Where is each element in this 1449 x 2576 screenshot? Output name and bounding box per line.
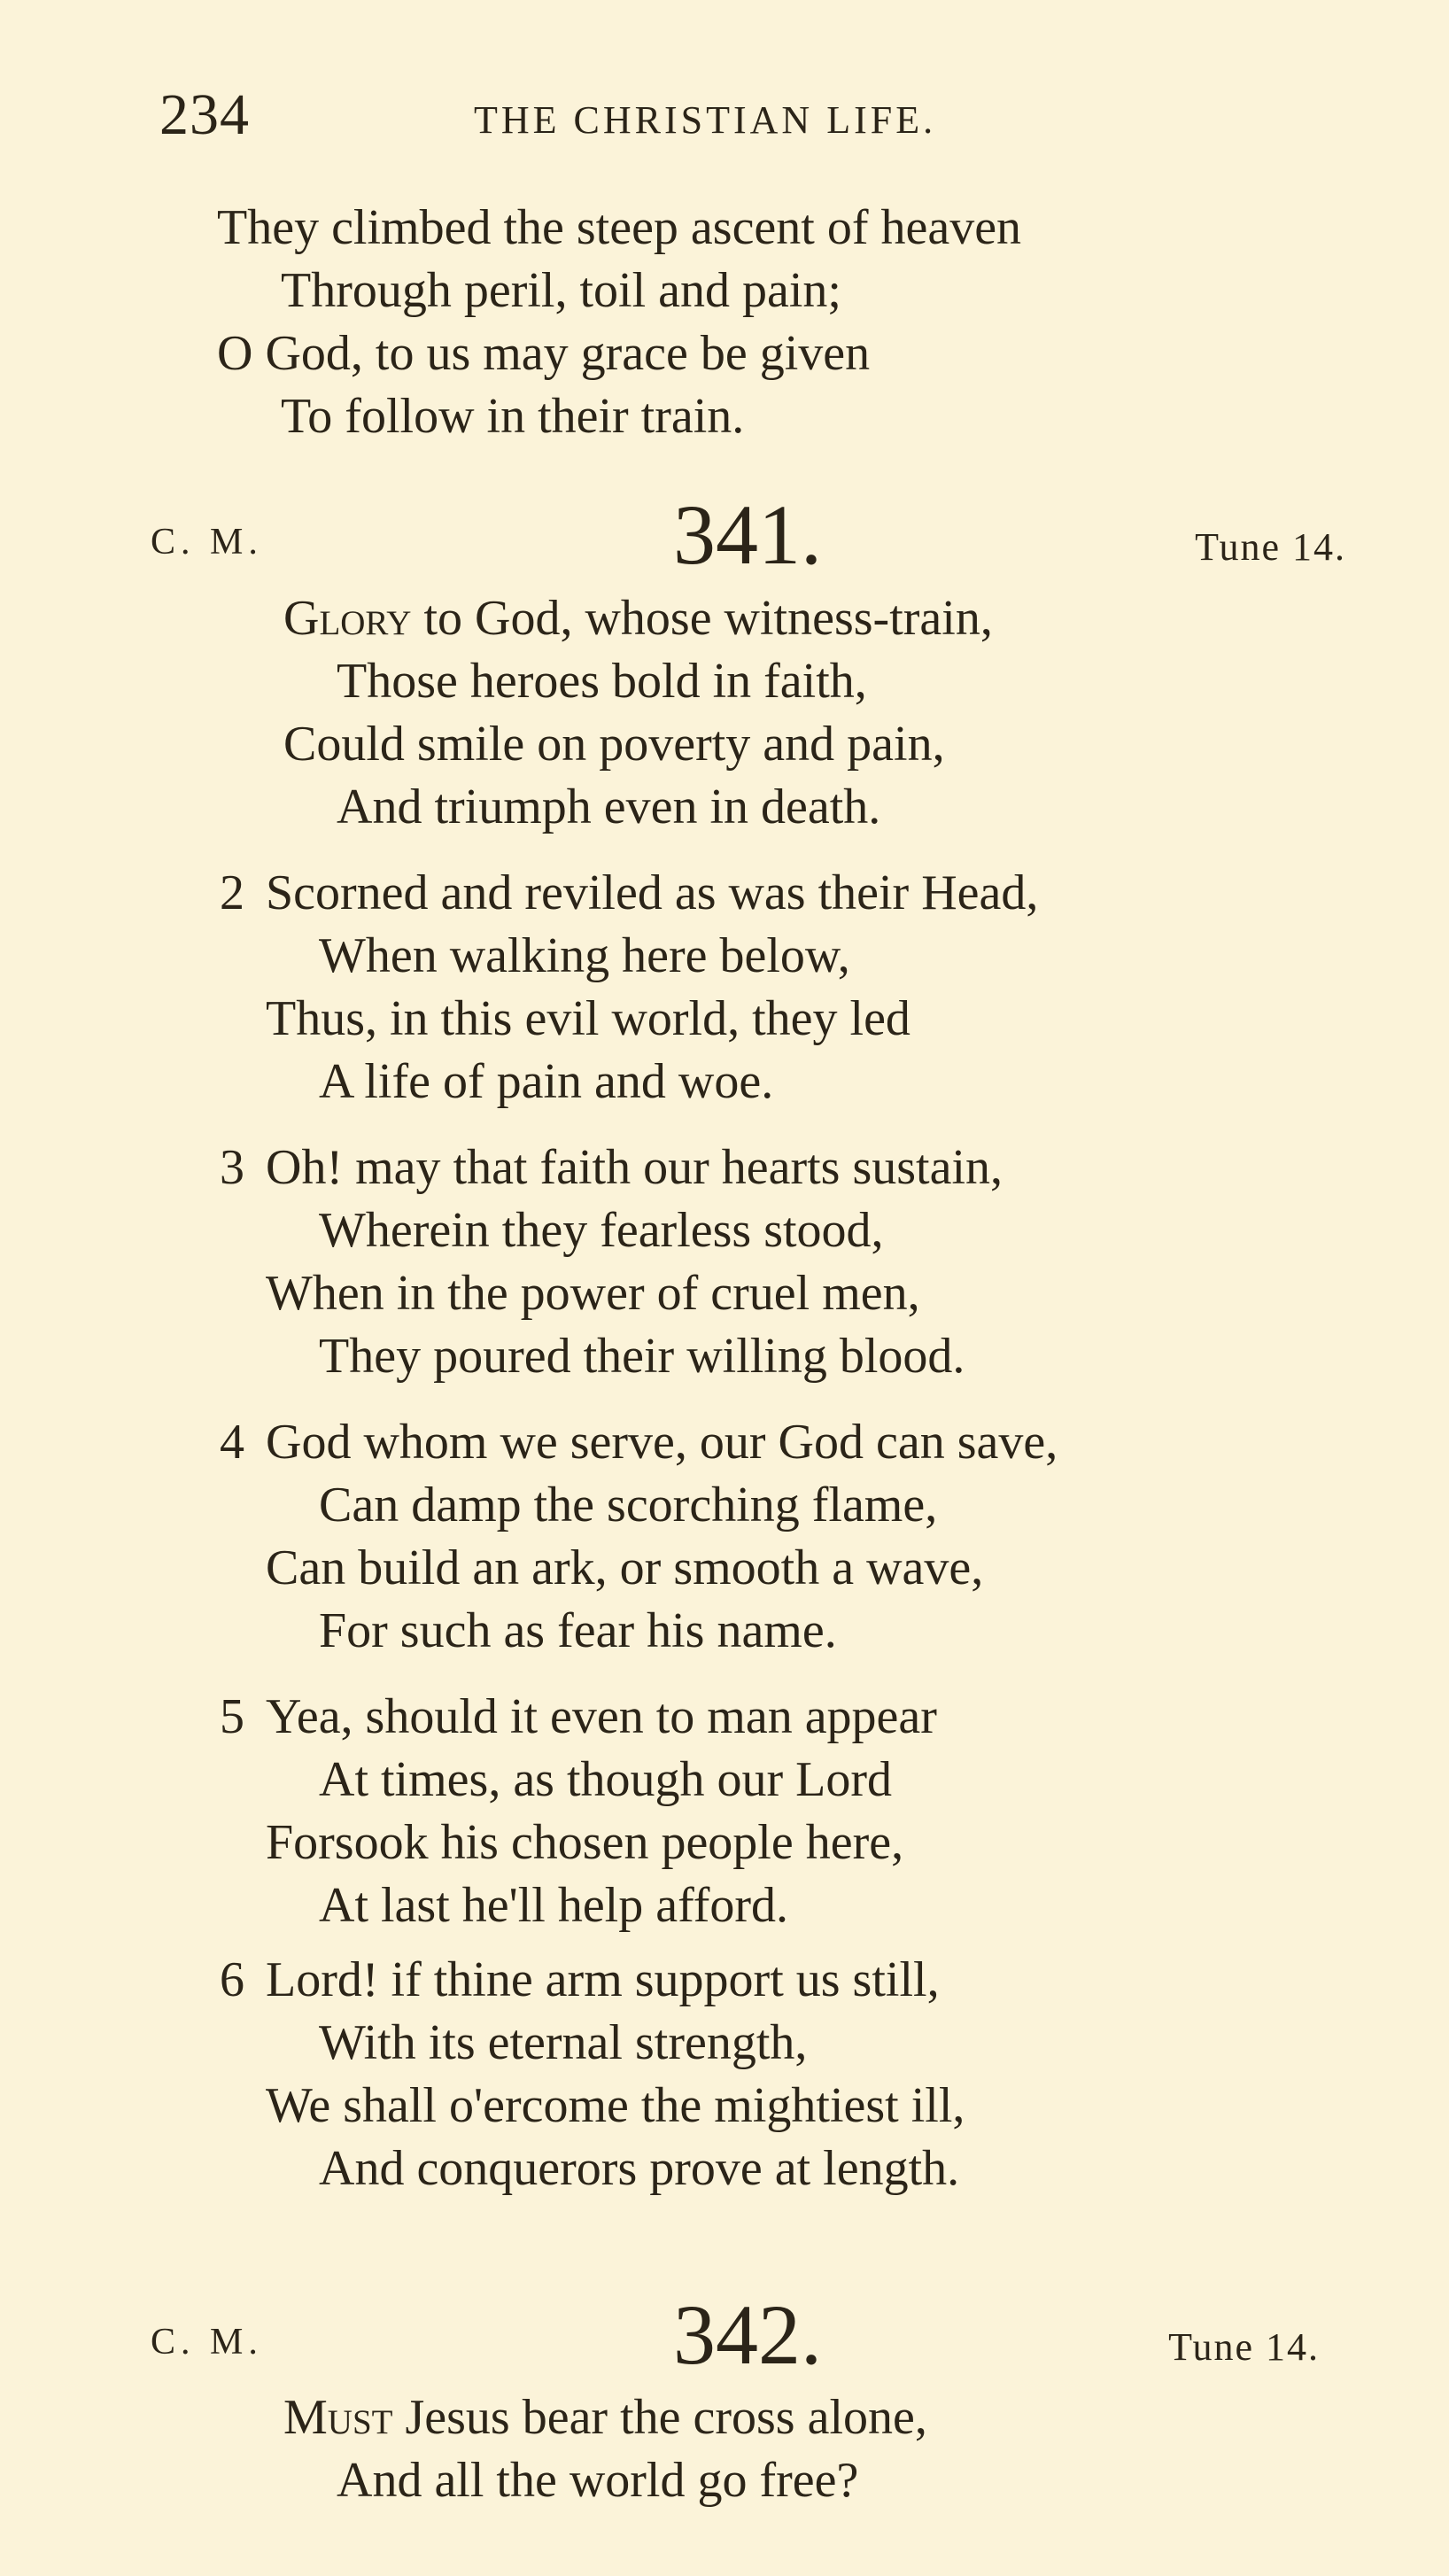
running-header bbox=[159, 81, 1311, 152]
verse-line: Thus, in this evil world, they led bbox=[266, 991, 910, 1046]
stanza-line: Through peril, toil and pain; bbox=[281, 263, 841, 318]
hymn-number: 341. bbox=[673, 487, 822, 582]
verse-number: 6 bbox=[220, 1952, 244, 2007]
stanza-line: They climbed the steep ascent of heaven bbox=[217, 200, 1022, 255]
verse-line: With its eternal strength, bbox=[319, 2015, 808, 2070]
stanza-line: O God, to us may grace be given bbox=[217, 326, 871, 381]
verse-line: At last he'll help afford. bbox=[319, 1878, 789, 1933]
verse-line: Those heroes bold in faith, bbox=[337, 654, 867, 709]
verse-line: They poured their willing blood. bbox=[319, 1329, 965, 1384]
verse-line: Scorned and reviled as was their Head, bbox=[266, 865, 1039, 920]
verse-line: Forsook his chosen people here, bbox=[266, 1815, 904, 1870]
meter-label: C. M. bbox=[151, 2322, 263, 2363]
verse-line: Can build an ark, or smooth a wave, bbox=[266, 1540, 984, 1595]
verse-line: When walking here below, bbox=[319, 928, 850, 983]
meter-label: C. M. bbox=[151, 522, 263, 563]
hymn-number: 342. bbox=[673, 2287, 822, 2382]
verse-number: 2 bbox=[220, 865, 244, 920]
hymn-342-verse-1 bbox=[283, 2386, 927, 2512]
verse-line: A life of pain and woe. bbox=[319, 1054, 774, 1109]
stanza-line: To follow in their train. bbox=[281, 389, 745, 444]
verse-number: 4 bbox=[220, 1415, 244, 1470]
verse-line: Can damp the scorching flame, bbox=[319, 1478, 938, 1532]
verse-line: Could smile on poverty and pain, bbox=[283, 717, 945, 772]
hymn-341-verse-5 bbox=[220, 1686, 937, 1937]
tune-label: Tune 14. bbox=[1168, 2325, 1320, 2369]
verse-number: 3 bbox=[220, 1140, 244, 1195]
tune-label: Tune 14. bbox=[1195, 525, 1346, 569]
verse-number: 5 bbox=[220, 1689, 244, 1744]
page-number: 234 bbox=[159, 82, 250, 147]
verse-line: For such as fear his name. bbox=[319, 1603, 837, 1658]
verse-line: Wherein they fearless stood, bbox=[319, 1203, 884, 1258]
hymn-341-verse-6 bbox=[220, 1949, 965, 2200]
hymn-341-verse-3 bbox=[220, 1137, 1003, 1388]
verse-line: We shall o'ercome the mightiest ill, bbox=[266, 2078, 965, 2133]
hymn-341-verse-2 bbox=[220, 862, 1039, 1113]
verse-line: And all the world go free? bbox=[337, 2453, 859, 2508]
verse-line: to God, whose witness-train, bbox=[411, 591, 993, 646]
verse-line: Jesus bear the cross alone, bbox=[392, 2390, 927, 2445]
hymn-342-heading bbox=[151, 2285, 1346, 2383]
verse-line: At times, as though our Lord bbox=[319, 1752, 893, 1807]
verse-line: And triumph even in death. bbox=[337, 780, 881, 834]
verse-line: Lord! if thine arm support us still, bbox=[266, 1952, 940, 2007]
opening-stanza bbox=[217, 197, 1021, 448]
verse-line: When in the power of cruel men, bbox=[266, 1266, 920, 1321]
hymn-341-verse-1 bbox=[283, 587, 993, 839]
verse-first-word: Glory bbox=[283, 591, 412, 646]
verse-line: Oh! may that faith our hearts sustain, bbox=[266, 1140, 1003, 1195]
hymn-341-verse-4 bbox=[220, 1411, 1058, 1663]
verse-line: God whom we serve, our God can save, bbox=[266, 1415, 1058, 1470]
verse-line: And conquerors prove at length. bbox=[319, 2141, 960, 2196]
verse-line: Yea, should it even to man appear bbox=[266, 1689, 937, 1744]
hymn-341-heading bbox=[151, 485, 1346, 583]
verse-first-word: Must bbox=[283, 2390, 393, 2445]
running-title: THE CHRISTIAN LIFE. bbox=[474, 98, 937, 142]
